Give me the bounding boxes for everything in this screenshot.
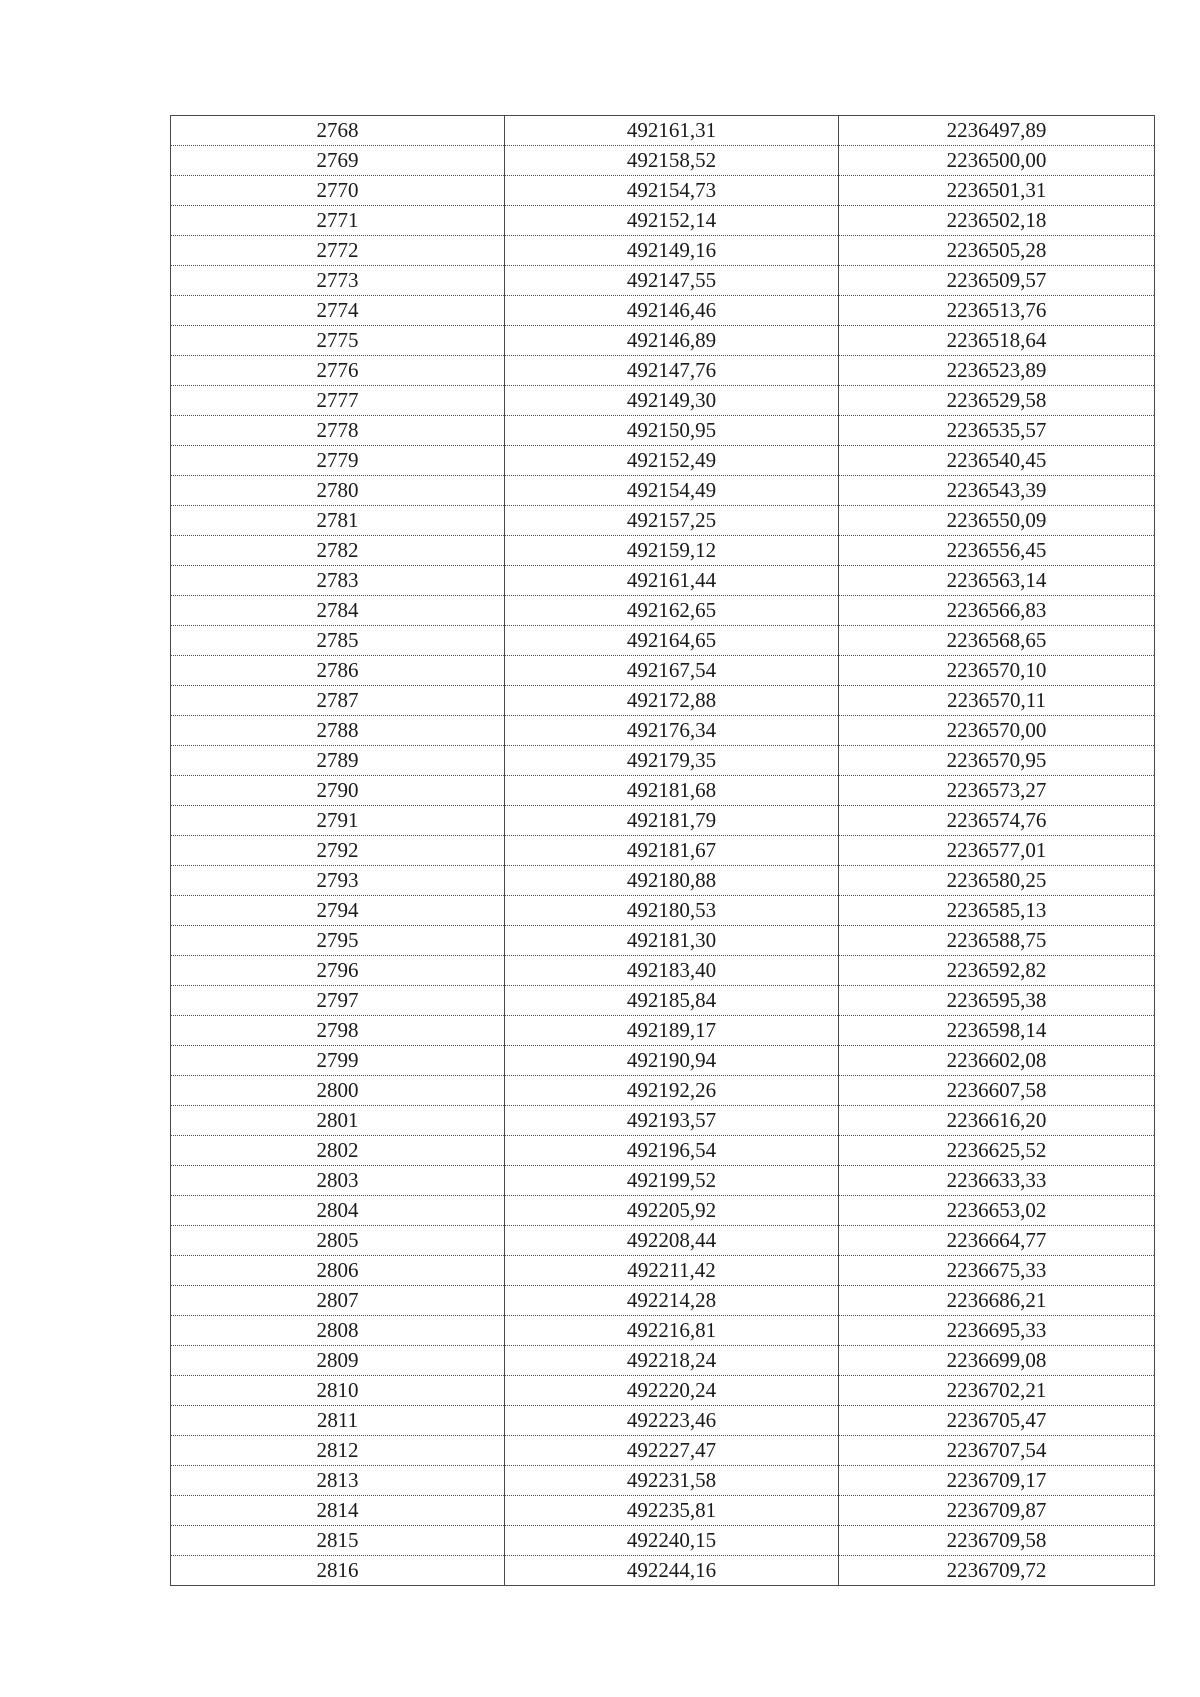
x-coordinate-cell: 492235,81 bbox=[505, 1496, 839, 1526]
point-number-cell: 2784 bbox=[171, 596, 505, 626]
point-number-cell: 2789 bbox=[171, 746, 505, 776]
y-coordinate-cell: 2236574,76 bbox=[839, 806, 1155, 836]
x-coordinate-cell: 492240,15 bbox=[505, 1526, 839, 1556]
y-coordinate-cell: 2236570,95 bbox=[839, 746, 1155, 776]
table-row bbox=[171, 806, 1155, 836]
point-number-cell: 2773 bbox=[171, 266, 505, 296]
point-number-cell: 2785 bbox=[171, 626, 505, 656]
y-coordinate-cell: 2236509,57 bbox=[839, 266, 1155, 296]
x-coordinate-cell: 492179,35 bbox=[505, 746, 839, 776]
point-number-cell: 2802 bbox=[171, 1136, 505, 1166]
x-coordinate-cell: 492147,55 bbox=[505, 266, 839, 296]
y-coordinate-cell: 2236529,58 bbox=[839, 386, 1155, 416]
point-number-cell: 2791 bbox=[171, 806, 505, 836]
table-row bbox=[171, 506, 1155, 536]
x-coordinate-cell: 492162,65 bbox=[505, 596, 839, 626]
y-coordinate-cell: 2236577,01 bbox=[839, 836, 1155, 866]
x-coordinate-cell: 492159,12 bbox=[505, 536, 839, 566]
point-number-cell: 2794 bbox=[171, 896, 505, 926]
table-row bbox=[171, 1256, 1155, 1286]
y-coordinate-cell: 2236702,21 bbox=[839, 1376, 1155, 1406]
x-coordinate-cell: 492223,46 bbox=[505, 1406, 839, 1436]
y-coordinate-cell: 2236585,13 bbox=[839, 896, 1155, 926]
x-coordinate-cell: 492231,58 bbox=[505, 1466, 839, 1496]
y-coordinate-cell: 2236566,83 bbox=[839, 596, 1155, 626]
x-coordinate-cell: 492147,76 bbox=[505, 356, 839, 386]
x-coordinate-cell: 492205,92 bbox=[505, 1196, 839, 1226]
y-coordinate-cell: 2236607,58 bbox=[839, 1076, 1155, 1106]
x-coordinate-cell: 492158,52 bbox=[505, 146, 839, 176]
y-coordinate-cell: 2236695,33 bbox=[839, 1316, 1155, 1346]
point-number-cell: 2808 bbox=[171, 1316, 505, 1346]
point-number-cell: 2803 bbox=[171, 1166, 505, 1196]
y-coordinate-cell: 2236556,45 bbox=[839, 536, 1155, 566]
x-coordinate-cell: 492149,16 bbox=[505, 236, 839, 266]
table-row bbox=[171, 386, 1155, 416]
table-row bbox=[171, 296, 1155, 326]
coordinates-table-body bbox=[171, 116, 1155, 1586]
point-number-cell: 2786 bbox=[171, 656, 505, 686]
point-number-cell: 2777 bbox=[171, 386, 505, 416]
point-number-cell: 2781 bbox=[171, 506, 505, 536]
table-row bbox=[171, 356, 1155, 386]
point-number-cell: 2814 bbox=[171, 1496, 505, 1526]
y-coordinate-cell: 2236570,00 bbox=[839, 716, 1155, 746]
y-coordinate-cell: 2236543,39 bbox=[839, 476, 1155, 506]
y-coordinate-cell: 2236592,82 bbox=[839, 956, 1155, 986]
table-row bbox=[171, 956, 1155, 986]
y-coordinate-cell: 2236709,17 bbox=[839, 1466, 1155, 1496]
table-row bbox=[171, 1016, 1155, 1046]
y-coordinate-cell: 2236602,08 bbox=[839, 1046, 1155, 1076]
x-coordinate-cell: 492181,68 bbox=[505, 776, 839, 806]
y-coordinate-cell: 2236573,27 bbox=[839, 776, 1155, 806]
x-coordinate-cell: 492181,79 bbox=[505, 806, 839, 836]
table-row bbox=[171, 836, 1155, 866]
x-coordinate-cell: 492183,40 bbox=[505, 956, 839, 986]
point-number-cell: 2809 bbox=[171, 1346, 505, 1376]
y-coordinate-cell: 2236500,00 bbox=[839, 146, 1155, 176]
x-coordinate-cell: 492146,46 bbox=[505, 296, 839, 326]
table-row bbox=[171, 1196, 1155, 1226]
x-coordinate-cell: 492192,26 bbox=[505, 1076, 839, 1106]
table-row bbox=[171, 656, 1155, 686]
x-coordinate-cell: 492227,47 bbox=[505, 1436, 839, 1466]
table-row bbox=[171, 1286, 1155, 1316]
x-coordinate-cell: 492150,95 bbox=[505, 416, 839, 446]
table-row bbox=[171, 1466, 1155, 1496]
point-number-cell: 2775 bbox=[171, 326, 505, 356]
table-row bbox=[171, 1376, 1155, 1406]
table-row bbox=[171, 986, 1155, 1016]
table-row bbox=[171, 1526, 1155, 1556]
table-row bbox=[171, 1046, 1155, 1076]
y-coordinate-cell: 2236598,14 bbox=[839, 1016, 1155, 1046]
point-number-cell: 2810 bbox=[171, 1376, 505, 1406]
point-number-cell: 2790 bbox=[171, 776, 505, 806]
y-coordinate-cell: 2236550,09 bbox=[839, 506, 1155, 536]
y-coordinate-cell: 2236502,18 bbox=[839, 206, 1155, 236]
y-coordinate-cell: 2236563,14 bbox=[839, 566, 1155, 596]
table-row bbox=[171, 686, 1155, 716]
point-number-cell: 2799 bbox=[171, 1046, 505, 1076]
y-coordinate-cell: 2236580,25 bbox=[839, 866, 1155, 896]
point-number-cell: 2771 bbox=[171, 206, 505, 236]
point-number-cell: 2792 bbox=[171, 836, 505, 866]
table-row bbox=[171, 716, 1155, 746]
table-row bbox=[171, 326, 1155, 356]
x-coordinate-cell: 492164,65 bbox=[505, 626, 839, 656]
point-number-cell: 2769 bbox=[171, 146, 505, 176]
point-number-cell: 2774 bbox=[171, 296, 505, 326]
x-coordinate-cell: 492193,57 bbox=[505, 1106, 839, 1136]
x-coordinate-cell: 492190,94 bbox=[505, 1046, 839, 1076]
table-row bbox=[171, 1166, 1155, 1196]
point-number-cell: 2783 bbox=[171, 566, 505, 596]
y-coordinate-cell: 2236505,28 bbox=[839, 236, 1155, 266]
table-row bbox=[171, 476, 1155, 506]
table-row bbox=[171, 626, 1155, 656]
y-coordinate-cell: 2236570,10 bbox=[839, 656, 1155, 686]
point-number-cell: 2815 bbox=[171, 1526, 505, 1556]
y-coordinate-cell: 2236497,89 bbox=[839, 116, 1155, 146]
point-number-cell: 2796 bbox=[171, 956, 505, 986]
table-row bbox=[171, 866, 1155, 896]
y-coordinate-cell: 2236540,45 bbox=[839, 446, 1155, 476]
y-coordinate-cell: 2236664,77 bbox=[839, 1226, 1155, 1256]
x-coordinate-cell: 492152,14 bbox=[505, 206, 839, 236]
point-number-cell: 2801 bbox=[171, 1106, 505, 1136]
table-row bbox=[171, 1346, 1155, 1376]
point-number-cell: 2812 bbox=[171, 1436, 505, 1466]
table-row bbox=[171, 1556, 1155, 1586]
table-row bbox=[171, 926, 1155, 956]
x-coordinate-cell: 492152,49 bbox=[505, 446, 839, 476]
table-row bbox=[171, 1076, 1155, 1106]
y-coordinate-cell: 2236523,89 bbox=[839, 356, 1155, 386]
table-row bbox=[171, 1406, 1155, 1436]
x-coordinate-cell: 492220,24 bbox=[505, 1376, 839, 1406]
x-coordinate-cell: 492214,28 bbox=[505, 1286, 839, 1316]
x-coordinate-cell: 492172,88 bbox=[505, 686, 839, 716]
table-row bbox=[171, 1316, 1155, 1346]
y-coordinate-cell: 2236625,52 bbox=[839, 1136, 1155, 1166]
x-coordinate-cell: 492218,24 bbox=[505, 1346, 839, 1376]
x-coordinate-cell: 492211,42 bbox=[505, 1256, 839, 1286]
table-row bbox=[171, 266, 1155, 296]
x-coordinate-cell: 492176,34 bbox=[505, 716, 839, 746]
point-number-cell: 2805 bbox=[171, 1226, 505, 1256]
point-number-cell: 2780 bbox=[171, 476, 505, 506]
x-coordinate-cell: 492180,88 bbox=[505, 866, 839, 896]
table-row bbox=[171, 206, 1155, 236]
point-number-cell: 2768 bbox=[171, 116, 505, 146]
point-number-cell: 2795 bbox=[171, 926, 505, 956]
y-coordinate-cell: 2236709,87 bbox=[839, 1496, 1155, 1526]
point-number-cell: 2800 bbox=[171, 1076, 505, 1106]
table-row bbox=[171, 1436, 1155, 1466]
x-coordinate-cell: 492199,52 bbox=[505, 1166, 839, 1196]
point-number-cell: 2779 bbox=[171, 446, 505, 476]
table-row bbox=[171, 536, 1155, 566]
x-coordinate-cell: 492157,25 bbox=[505, 506, 839, 536]
x-coordinate-cell: 492208,44 bbox=[505, 1226, 839, 1256]
point-number-cell: 2807 bbox=[171, 1286, 505, 1316]
x-coordinate-cell: 492154,49 bbox=[505, 476, 839, 506]
table-row bbox=[171, 776, 1155, 806]
x-coordinate-cell: 492149,30 bbox=[505, 386, 839, 416]
y-coordinate-cell: 2236535,57 bbox=[839, 416, 1155, 446]
y-coordinate-cell: 2236699,08 bbox=[839, 1346, 1155, 1376]
y-coordinate-cell: 2236633,33 bbox=[839, 1166, 1155, 1196]
table-row bbox=[171, 1106, 1155, 1136]
y-coordinate-cell: 2236518,64 bbox=[839, 326, 1155, 356]
table-row bbox=[171, 446, 1155, 476]
y-coordinate-cell: 2236616,20 bbox=[839, 1106, 1155, 1136]
x-coordinate-cell: 492181,30 bbox=[505, 926, 839, 956]
x-coordinate-cell: 492185,84 bbox=[505, 986, 839, 1016]
coordinates-table bbox=[170, 115, 1155, 1586]
table-row bbox=[171, 176, 1155, 206]
table-row bbox=[171, 416, 1155, 446]
table-row bbox=[171, 1136, 1155, 1166]
table-row bbox=[171, 1226, 1155, 1256]
table-row bbox=[171, 596, 1155, 626]
y-coordinate-cell: 2236595,38 bbox=[839, 986, 1155, 1016]
x-coordinate-cell: 492154,73 bbox=[505, 176, 839, 206]
x-coordinate-cell: 492189,17 bbox=[505, 1016, 839, 1046]
table-row bbox=[171, 896, 1155, 926]
point-number-cell: 2811 bbox=[171, 1406, 505, 1436]
y-coordinate-cell: 2236707,54 bbox=[839, 1436, 1155, 1466]
point-number-cell: 2787 bbox=[171, 686, 505, 716]
x-coordinate-cell: 492167,54 bbox=[505, 656, 839, 686]
y-coordinate-cell: 2236709,58 bbox=[839, 1526, 1155, 1556]
table-row bbox=[171, 1496, 1155, 1526]
point-number-cell: 2778 bbox=[171, 416, 505, 446]
x-coordinate-cell: 492146,89 bbox=[505, 326, 839, 356]
table-row bbox=[171, 566, 1155, 596]
x-coordinate-cell: 492161,31 bbox=[505, 116, 839, 146]
point-number-cell: 2770 bbox=[171, 176, 505, 206]
point-number-cell: 2798 bbox=[171, 1016, 505, 1046]
point-number-cell: 2797 bbox=[171, 986, 505, 1016]
y-coordinate-cell: 2236501,31 bbox=[839, 176, 1155, 206]
y-coordinate-cell: 2236568,65 bbox=[839, 626, 1155, 656]
point-number-cell: 2793 bbox=[171, 866, 505, 896]
y-coordinate-cell: 2236686,21 bbox=[839, 1286, 1155, 1316]
x-coordinate-cell: 492244,16 bbox=[505, 1556, 839, 1586]
y-coordinate-cell: 2236675,33 bbox=[839, 1256, 1155, 1286]
point-number-cell: 2782 bbox=[171, 536, 505, 566]
x-coordinate-cell: 492181,67 bbox=[505, 836, 839, 866]
point-number-cell: 2804 bbox=[171, 1196, 505, 1226]
y-coordinate-cell: 2236653,02 bbox=[839, 1196, 1155, 1226]
point-number-cell: 2772 bbox=[171, 236, 505, 266]
x-coordinate-cell: 492196,54 bbox=[505, 1136, 839, 1166]
y-coordinate-cell: 2236709,72 bbox=[839, 1556, 1155, 1586]
x-coordinate-cell: 492161,44 bbox=[505, 566, 839, 596]
y-coordinate-cell: 2236513,76 bbox=[839, 296, 1155, 326]
y-coordinate-cell: 2236570,11 bbox=[839, 686, 1155, 716]
point-number-cell: 2816 bbox=[171, 1556, 505, 1586]
point-number-cell: 2806 bbox=[171, 1256, 505, 1286]
point-number-cell: 2788 bbox=[171, 716, 505, 746]
y-coordinate-cell: 2236705,47 bbox=[839, 1406, 1155, 1436]
x-coordinate-cell: 492216,81 bbox=[505, 1316, 839, 1346]
y-coordinate-cell: 2236588,75 bbox=[839, 926, 1155, 956]
point-number-cell: 2813 bbox=[171, 1466, 505, 1496]
table-row bbox=[171, 146, 1155, 176]
point-number-cell: 2776 bbox=[171, 356, 505, 386]
table-row bbox=[171, 116, 1155, 146]
table-row bbox=[171, 746, 1155, 776]
table-row bbox=[171, 236, 1155, 266]
x-coordinate-cell: 492180,53 bbox=[505, 896, 839, 926]
